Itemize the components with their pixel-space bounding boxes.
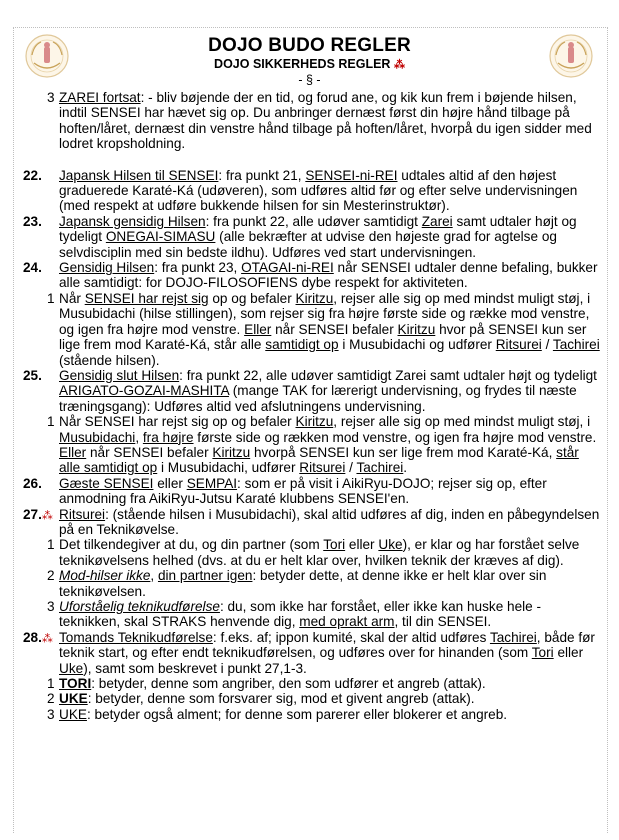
rule-25-sub-1: 1 Når SENSEI har rejst sig op og befaler Kiritzu, rejser alle sig op med mindst muligt støj, i Musubidachi, fra højre første side og rækken mod venstre, og igen fra højre mod venstre. Eller når SENSEI befaler Kiritzu hvorpå SENSEI kun ser lige frem mod Karaté-Ká, står alle samtidigt op i Musubidachi, udfører Ritsurei / Tachirei. [47, 414, 597, 476]
document-header [0, 35, 619, 87]
rule-26: 26. Gæste SENSEI eller SEMPAI: som er på visit i AikiRyu-DOJO; rejser sig op, efter anmodning fra AikiRyu-Jutsu Karaté klubbens SENSEI'en. [23, 475, 547, 507]
rule-25: 25. Gensidig slut Hilsen: fra punkt 22, alle udøver samtidigt Zarei samt udtaler højt og tydeligt ARIGATO-GOZAI-MASHITA (mange TAK for lærerigt undervisning, og frydes til næste træningsgang): Udføres altid ved afslutningens undervisning. [23, 367, 597, 414]
rule-28-mark: ⁂ [41, 632, 53, 645]
rule-23: 23. Japansk gensidig Hilsen: fra punkt 22, alle udøver samtidigt Zarei samt udtaler højt og tydeligt ONEGAI-SIMASU (alle bekræfter at udvise den højeste grad for agtelse og selvdisciplin med sin bedste ildhu). Udføres ved start undervisningen. [23, 213, 577, 260]
rule-28-item-3: 3 UKE: betyder også alment; for denne som parerer eller blokerer et angreb. [47, 706, 508, 722]
document-subtitle: DOJO SIKKERHEDS REGLER ⁂ [214, 57, 405, 71]
section-sign: - § - [298, 73, 321, 87]
rule-21-sub-3: 3 ZAREI fortsat: - bliv bøjende der en tid, og forud ane, og kik kun frem i bøjende hilsen, indtil SENSEI har hævet sig op. Du anbringer dernæst først din højre hånd tilbage på hoften/låret, dernæst din venstre hånd tilbage på hoften/låret, hvorpå du igen sidder med lodret kropsholdning. [47, 90, 592, 152]
rule-28-item-1: 1 TORI: betyder, denne som angriber, den som udfører et angreb (attak). [47, 676, 486, 692]
rule-27: 27.⁂ Ritsurei: (stående hilsen i Musubidachi), skal altid udføres af dig, inden en påbegyndelsen på en Teknikøvelse. [23, 506, 600, 537]
subtitle-mark: ⁂ [393, 59, 405, 71]
rule-24: 24. Gensidig Hilsen: fra punkt 23, OTAGAI-ni-REI når SENSEI udtaler denne befaling, bukker alle samtidigt: for DOJO-FILOSOFIENS dybe respekt for aktiviteten. [23, 260, 598, 291]
rule-27-sub-1: 1 Det tilkendegiver at du, og din partner (som Tori eller Uke), er klar og har forstået selve teknikøvelsens helhed (dvs. at du er helt klar over, hvilken teknik der kræves af dig). [47, 537, 580, 568]
rule-27-sub-3: 3 Uforståelig teknikudførelse: du, som ikke har forstået, eller ikke kan huske hele - teknikken, skal STRAKS henvende dig, med oprakt arm, til din SENSEI. [47, 599, 542, 630]
rule-22: 22. Japansk Hilsen til SENSEI: fra punkt 21, SENSEI-ni-REI udtales altid af den højest graduerede Karaté-Ká (udøveren), som udføres altid før og efter selve undervisningen (med respekt at udføre bukkende hilsen for sin Mesterinstruktør). [23, 167, 578, 214]
rule-27-sub-2: 2 Mod-hilser ikke, din partner igen: betyder dette, at denne ikke er helt klar over sin teknikøvelsen. [47, 568, 547, 599]
rule-28: 28.⁂ Tomands Teknikudførelse: f.eks. af; ippon kumité, skal der altid udføres Tachirei, både før teknik start, og efter endt teknikudførelsen, og udføres over for hinanden (som Tori eller Uke), samt som beskrevet i punkt 27,1-3. [23, 629, 595, 676]
rule-24-sub-1: 1 Når SENSEI har rejst sig op og befaler Kiritzu, rejser alle sig op med mindst muligt støj, i Musubidachi (hilse stillingen), som rejser sig fra højre første side og række mod venstre, og igen fra højre mod venstre. Eller når SENSEI befaler Kiritzu hvor på SENSEI kun ser lige frem mod Karaté-Ká, står alle samtidigt op i Musubidachi og udfører Ritsurei / Tachirei (stående hilsen). [47, 290, 600, 368]
rules-body [20, 90, 600, 722]
rule-27-mark: ⁂ [41, 509, 53, 522]
document-title: DOJO BUDO REGLER [208, 35, 411, 56]
rule-28-item-2: 2 UKE: betyder, denne som forsvarer sig, mod et givent angreb (attak). [47, 691, 475, 707]
